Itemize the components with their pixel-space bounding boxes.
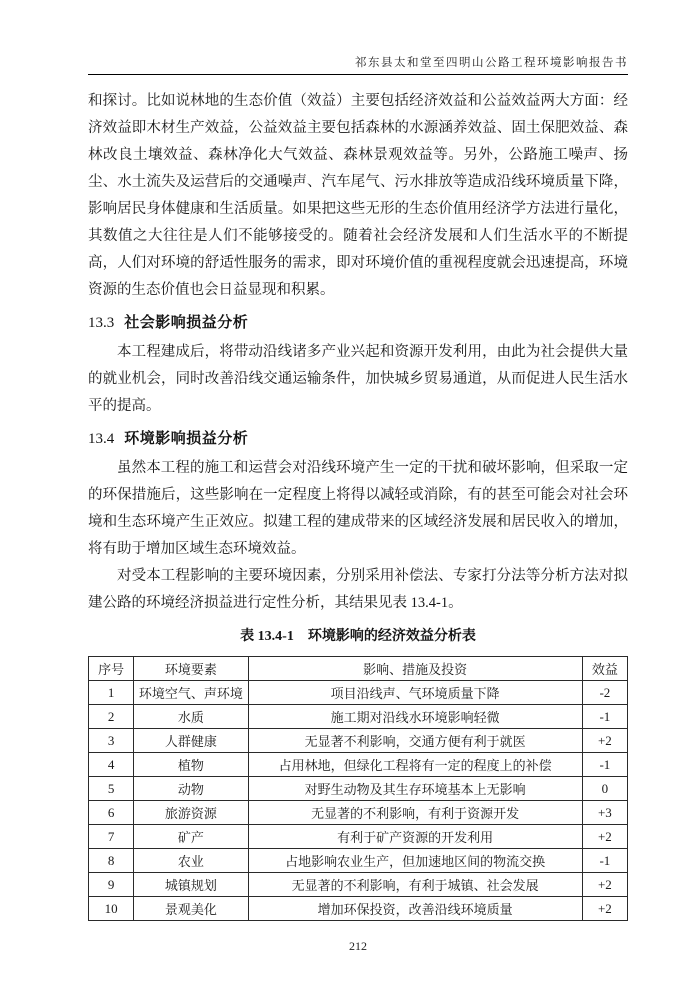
table-caption-number: 表 13.4-1 <box>240 629 294 644</box>
cell-element: 水质 <box>134 705 248 729</box>
cell-benefit: +2 <box>582 897 627 921</box>
table-row <box>89 753 628 777</box>
section-number: 13.4 <box>88 431 115 447</box>
cell-benefit: +3 <box>582 801 627 825</box>
table-row <box>89 681 628 705</box>
col-header-impact: 影响、措施及投资 <box>248 657 582 681</box>
cell-impact: 无显著不利影响，交通方便有利于就医 <box>248 729 582 753</box>
table-row <box>89 801 628 825</box>
header-rule <box>88 74 628 75</box>
cell-impact: 占用林地，但绿化工程将有一定的程度上的补偿 <box>248 753 582 777</box>
table-caption <box>88 627 628 647</box>
cell-seq: 5 <box>89 777 134 801</box>
table-row <box>89 777 628 801</box>
table-row <box>89 897 628 921</box>
cell-benefit: -1 <box>582 849 627 873</box>
cell-element: 人群健康 <box>134 729 248 753</box>
cell-impact: 占地影响农业生产，但加速地区间的物流交换 <box>248 849 582 873</box>
table-row <box>89 705 628 729</box>
cell-element: 城镇规划 <box>134 873 248 897</box>
cell-element: 植物 <box>134 753 248 777</box>
cell-element: 景观美化 <box>134 897 248 921</box>
cell-benefit: +2 <box>582 825 627 849</box>
section-heading-13-4 <box>88 428 628 450</box>
cell-benefit: -1 <box>582 753 627 777</box>
cell-benefit: 0 <box>582 777 627 801</box>
paragraph-13-4-2: 对受本工程影响的主要环境因素，分别采用补偿法、专家打分法等分析方法对拟建公路的环境经济损益进行定性分析，其结果见表 13.4-1。 <box>88 568 628 611</box>
cell-impact: 无显著的不利影响，有利于资源开发 <box>248 801 582 825</box>
cell-impact: 增加环保投资，改善沿线环境质量 <box>248 897 582 921</box>
section-title: 环境影响损益分析 <box>124 430 249 447</box>
section-title: 社会影响损益分析 <box>124 314 249 331</box>
page-number: 212 <box>349 939 367 953</box>
table-header-row <box>89 657 628 681</box>
cell-benefit: -1 <box>582 705 627 729</box>
col-header-benefit: 效益 <box>582 657 627 681</box>
table-caption-title: 环境影响的经济效益分析表 <box>307 629 476 644</box>
cell-impact: 对野生动物及其生存环境基本上无影响 <box>248 777 582 801</box>
cell-impact: 项目沿线声、气环境质量下降 <box>248 681 582 705</box>
paragraph-13-3: 本工程建成后，将带动沿线诸多产业兴起和资源开发利用，由此为社会提供大量的就业机会，同时改善沿线交通运输条件，加快城乡贸易通道，从而促进人民生活水平的提高。 <box>88 344 628 414</box>
table-row <box>89 729 628 753</box>
cell-element: 环境空气、声环境 <box>134 681 248 705</box>
economic-benefit-table <box>88 656 628 921</box>
section-heading-13-3 <box>88 312 628 334</box>
col-header-seq: 序号 <box>89 657 134 681</box>
section-number: 13.3 <box>88 315 115 331</box>
cell-seq: 7 <box>89 825 134 849</box>
table-row <box>89 873 628 897</box>
cell-benefit: +2 <box>582 729 627 753</box>
col-header-element: 环境要素 <box>134 657 248 681</box>
cell-seq: 1 <box>89 681 134 705</box>
cell-element: 农业 <box>134 849 248 873</box>
cell-seq: 8 <box>89 849 134 873</box>
running-header: 祁东县太和堂至四明山公路工程环境影响报告书 <box>355 57 628 69</box>
cell-seq: 6 <box>89 801 134 825</box>
table-row <box>89 825 628 849</box>
cell-seq: 9 <box>89 873 134 897</box>
cell-element: 动物 <box>134 777 248 801</box>
cell-impact: 有利于矿产资源的开发利用 <box>248 825 582 849</box>
cell-impact: 无显著的不利影响，有利于城镇、社会发展 <box>248 873 582 897</box>
paragraph-continuation: 和探讨。比如说林地的生态价值（效益）主要包括经济效益和公益效益两大方面：经济效益即木材生产效益，公益效益主要包括森林的水源涵养效益、固土保肥效益、森林改良土壤效益、森林净化大气效益、森林景观效益等。另外，公路施工噪声、扬尘、水土流失及运营后的交通噪声、汽车尾气、污水排放等造成沿线环境质量下降，影响居民身体健康和生活质量。如果把这些无形的生态价值用经济学方法进行量化，其数值之大往往是人们不能够接受的。随着社会经济发展和人们生活水平的不断提高，人们对环境的舒适性服务的需求，即对环境价值的重视程度就会迅速提高，环境资源的生态价值也会日益显现和积累。 <box>88 93 628 298</box>
paragraph-13-4-1: 虽然本工程的施工和运营会对沿线环境产生一定的干扰和破坏影响，但采取一定的环保措施后，这些影响在一定程度上将得以减轻或消除，有的甚至可能会对社会环境和生态环境产生正效应。拟建工程的建成带来的区域经济发展和居民收入的增加，将有助于增加区域生态环境效益。 <box>88 460 628 557</box>
cell-benefit: +2 <box>582 873 627 897</box>
cell-seq: 2 <box>89 705 134 729</box>
table-row <box>89 849 628 873</box>
cell-element: 矿产 <box>134 825 248 849</box>
cell-element: 旅游资源 <box>134 801 248 825</box>
cell-benefit: -2 <box>582 681 627 705</box>
cell-seq: 4 <box>89 753 134 777</box>
cell-seq: 3 <box>89 729 134 753</box>
cell-impact: 施工期对沿线水环境影响轻微 <box>248 705 582 729</box>
cell-seq: 10 <box>89 897 134 921</box>
